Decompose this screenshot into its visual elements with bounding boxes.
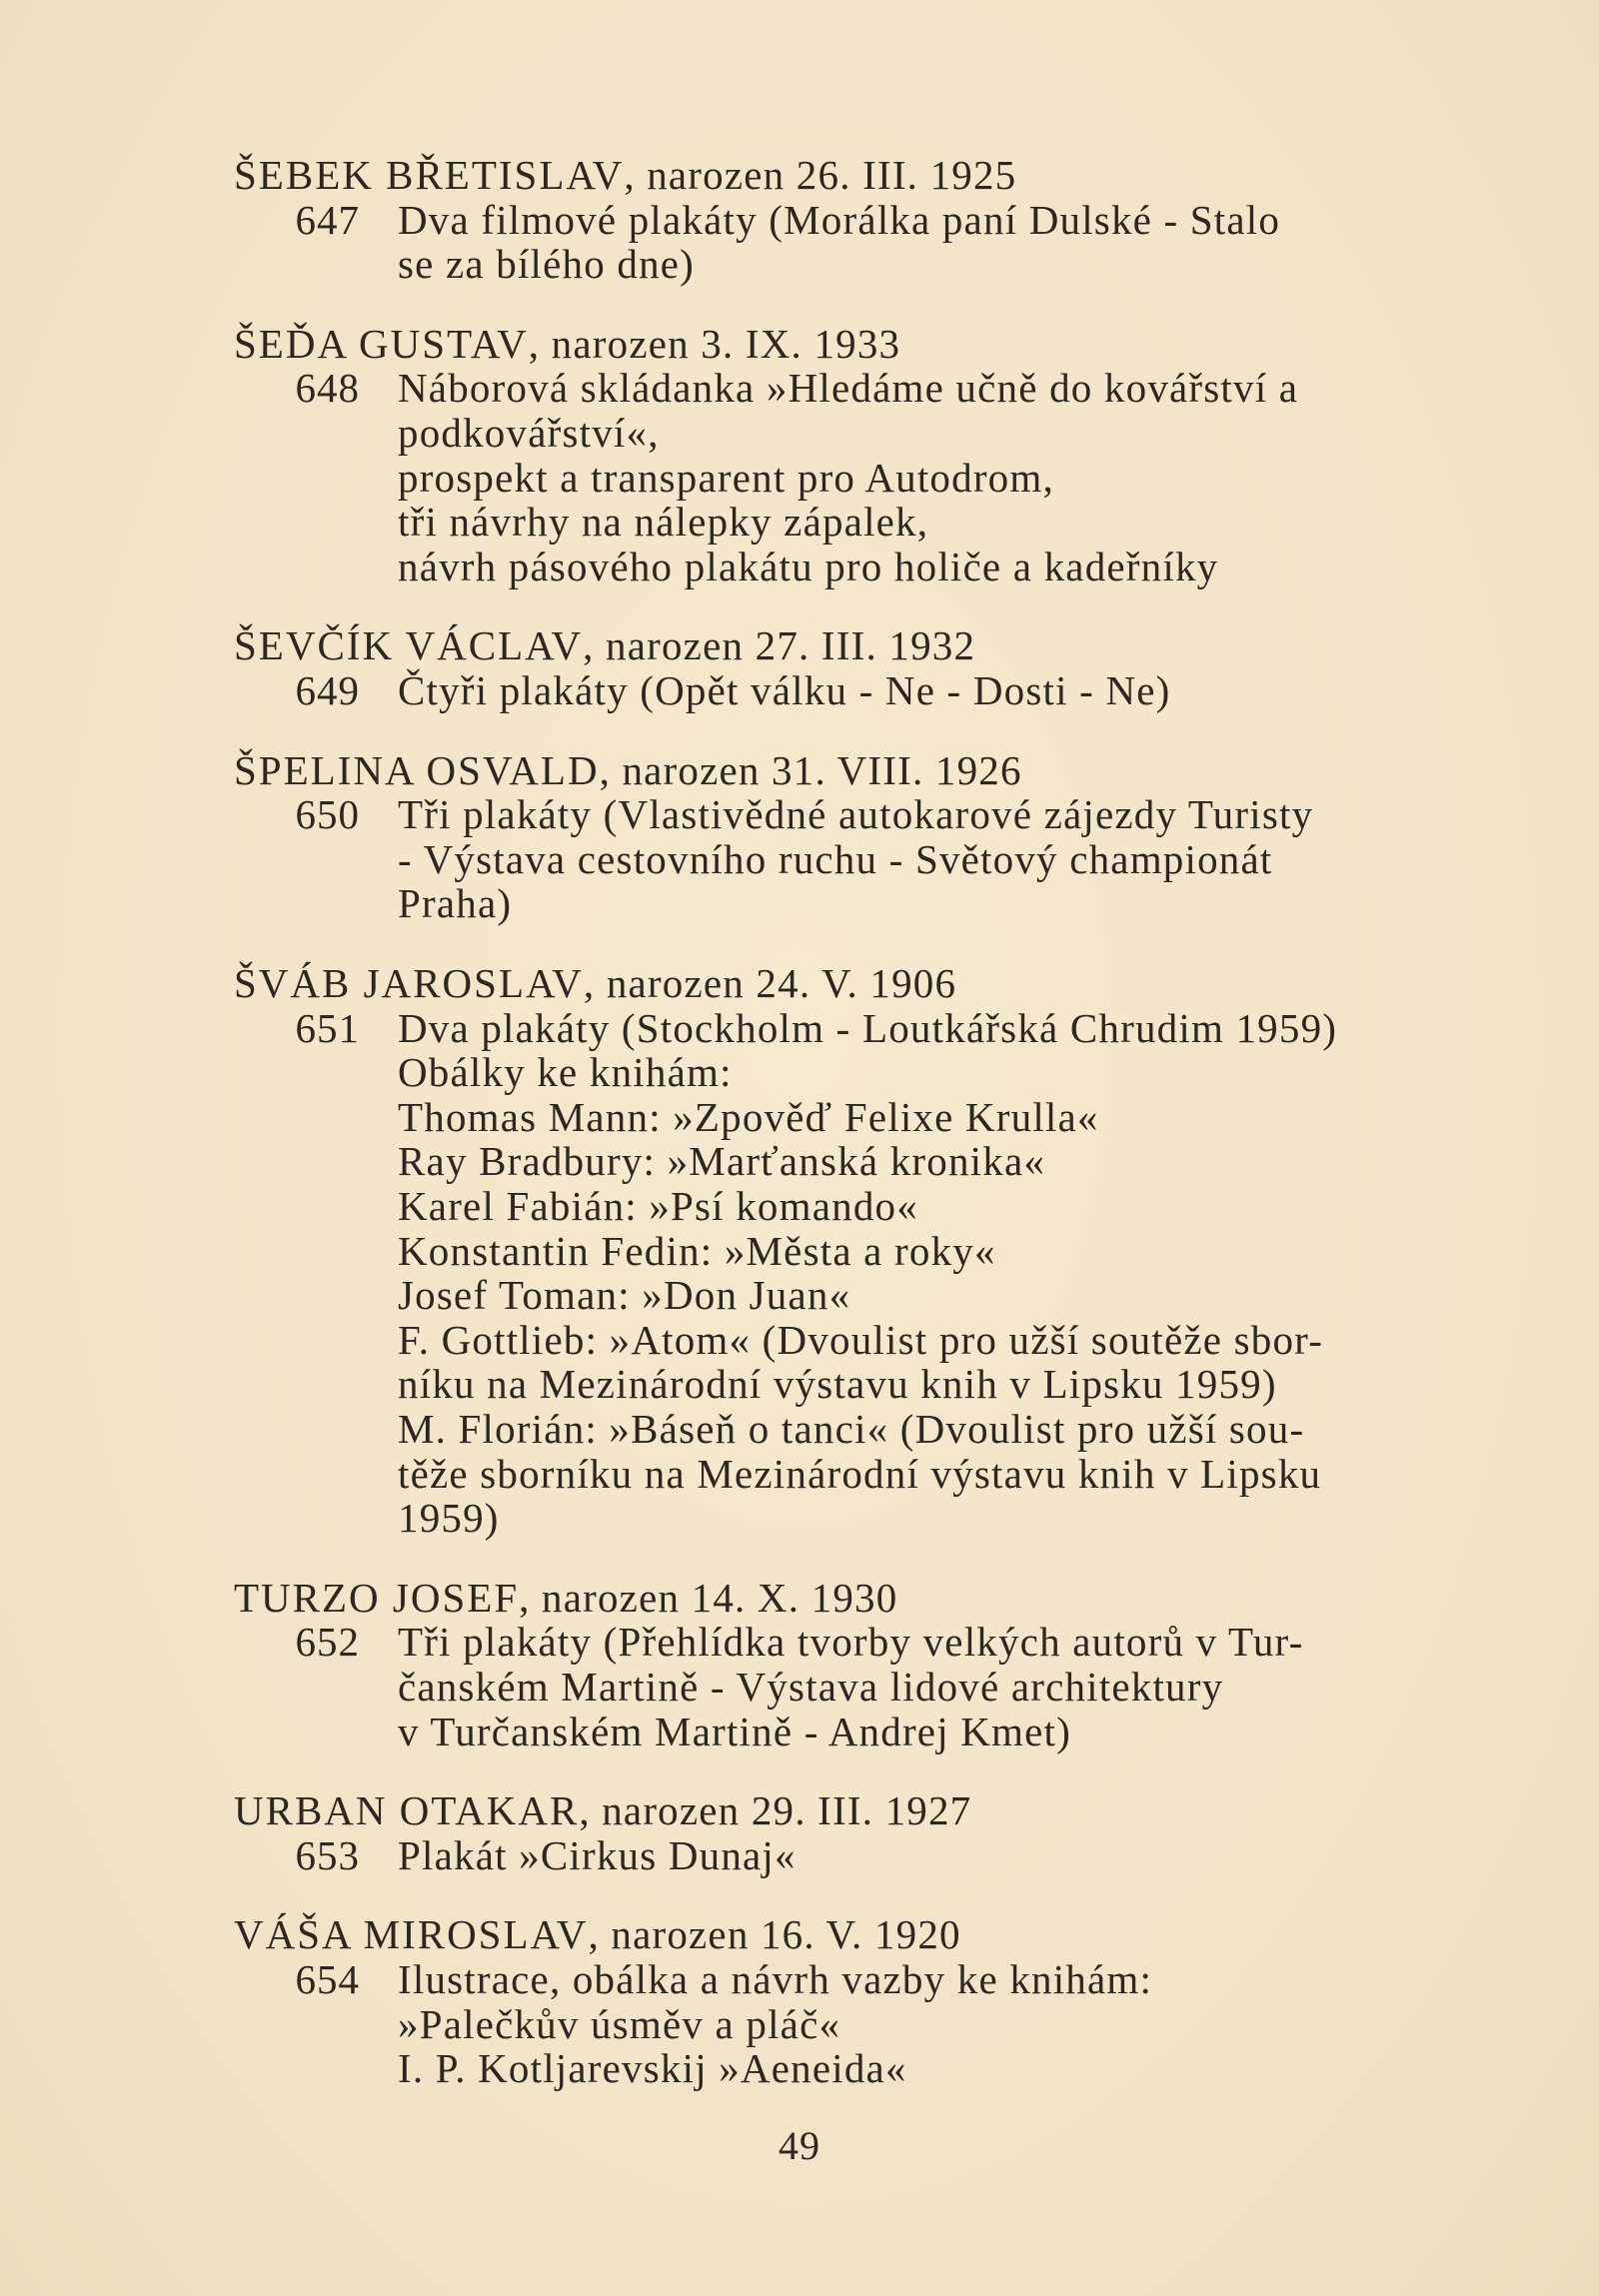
entry-number: 649 bbox=[295, 667, 360, 713]
entry-text-line: níku na Mezinárodní výstavu knih v Lipsku 1959) bbox=[398, 1361, 1277, 1408]
entry-number: 653 bbox=[295, 1831, 360, 1878]
artist-heading bbox=[234, 746, 1022, 793]
entry-text-line: Konstantin Fedin: »Města a roky« bbox=[398, 1227, 996, 1274]
page-number: 49 bbox=[779, 2123, 820, 2168]
birth-date: , narozen 31. VIII. 1926 bbox=[599, 746, 1022, 793]
artist-heading bbox=[234, 622, 976, 669]
birth-date: , narozen 24. V. 1906 bbox=[583, 960, 957, 1006]
birth-date: , narozen 3. IX. 1933 bbox=[528, 320, 901, 367]
entry-text-line: čanském Martině - Výstava lidové architektury bbox=[398, 1664, 1224, 1710]
entry-text-line: Dva plakáty (Stockholm - Loutkářská Chrudim 1959) bbox=[398, 1004, 1338, 1051]
entry-text-line: tři návrhy na nálepky zápalek, bbox=[398, 499, 929, 546]
artist-name: ŠEBEK BŘETISLAV bbox=[234, 152, 625, 198]
entry-text-line: Čtyři plakáty (Opět válku - Ne - Dosti - Ne) bbox=[398, 667, 1171, 713]
entry-text-line: Ilustrace, obálka a návrh vazby ke knihám: bbox=[398, 1956, 1153, 2002]
entry-text-line: F. Gottlieb: »Atom« (Dvoulist pro užší soutěže sbor- bbox=[398, 1316, 1324, 1363]
entry-number: 650 bbox=[295, 791, 360, 838]
entry-text-line: Tři plakáty (Přehlídka tvorby velkých autorů v Tur- bbox=[398, 1619, 1304, 1666]
entry-text-line: prospekt a transparent pro Autodrom, bbox=[398, 454, 1054, 501]
entry-text-line: Plakát »Cirkus Dunaj« bbox=[398, 1831, 797, 1878]
artist-name: VÁŠA MIROSLAV bbox=[234, 1911, 589, 1958]
entry-number: 648 bbox=[295, 365, 360, 412]
artist-heading bbox=[234, 1911, 961, 1958]
entry-number: 654 bbox=[295, 1956, 360, 2002]
entry-text-line: M. Florián: »Báseň o tanci« (Dvoulist pro užší sou- bbox=[398, 1406, 1305, 1452]
artist-name: TURZO JOSEF bbox=[234, 1574, 520, 1621]
entry-text-line: Praha) bbox=[398, 880, 513, 927]
entry-text-line: se za bílého dne) bbox=[398, 241, 696, 288]
artist-heading bbox=[234, 1574, 898, 1621]
artist-name: ŠEVČÍK VÁCLAV bbox=[234, 622, 584, 669]
birth-date: , narozen 16. V. 1920 bbox=[588, 1911, 961, 1958]
entry-text-line: v Turčanském Martině - Andrej Kmet) bbox=[398, 1708, 1071, 1754]
artist-name: ŠVÁB JAROSLAV bbox=[234, 960, 584, 1006]
entry-text-line: Ray Bradbury: »Marťanská kronika« bbox=[398, 1138, 1046, 1185]
entry-text-line: Obálky ke knihám: bbox=[398, 1049, 733, 1096]
entry-text-line: - Výstava cestovního ruchu - Světový championát bbox=[398, 835, 1273, 882]
artist-name: ŠPELINA OSVALD bbox=[234, 746, 600, 793]
birth-date: , narozen 27. III. 1932 bbox=[583, 622, 976, 669]
artist-heading bbox=[234, 1787, 972, 1834]
birth-date: , narozen 26. III. 1925 bbox=[624, 152, 1017, 198]
entry-text-line: Tři plakáty (Vlastivědné autokarové zájezdy Turisty bbox=[398, 791, 1314, 838]
entry-text-line: Thomas Mann: »Zpověď Felixe Krulla« bbox=[398, 1093, 1099, 1140]
entry-text-line: Karel Fabián: »Psí komando« bbox=[398, 1183, 918, 1229]
entry-text-line: podkovářství«, bbox=[398, 410, 660, 456]
entry-number: 647 bbox=[295, 196, 360, 243]
entry-text-line: I. P. Kotljarevskij »Aeneida« bbox=[398, 2045, 907, 2092]
artist-heading bbox=[234, 320, 901, 367]
artist-heading bbox=[234, 960, 957, 1006]
artist-name: URBAN OTAKAR bbox=[234, 1787, 580, 1834]
entry-text-line: Dva filmové plakáty (Morálka paní Dulské - Stalo bbox=[398, 196, 1281, 243]
artist-name: ŠEĎA GUSTAV bbox=[234, 320, 529, 367]
entry-text-line: »Palečkův úsměv a pláč« bbox=[398, 2000, 841, 2047]
birth-date: , narozen 29. III. 1927 bbox=[579, 1787, 972, 1834]
entry-text-line: těže sborníku na Mezinárodní výstavu knih v Lipsku bbox=[398, 1450, 1322, 1497]
entry-text-line: návrh pásového plakátu pro holiče a kadeřníky bbox=[398, 543, 1219, 589]
artist-heading bbox=[234, 152, 1017, 198]
birth-date: , narozen 14. X. 1930 bbox=[519, 1574, 898, 1621]
entry-text-line: Josef Toman: »Don Juan« bbox=[398, 1272, 851, 1319]
entry-number: 652 bbox=[295, 1619, 360, 1666]
entry-number: 651 bbox=[295, 1004, 360, 1051]
entry-text-line: Náborová skládanka »Hledáme učně do kovářství a bbox=[398, 365, 1299, 412]
entry-text-line: 1959) bbox=[398, 1495, 500, 1542]
